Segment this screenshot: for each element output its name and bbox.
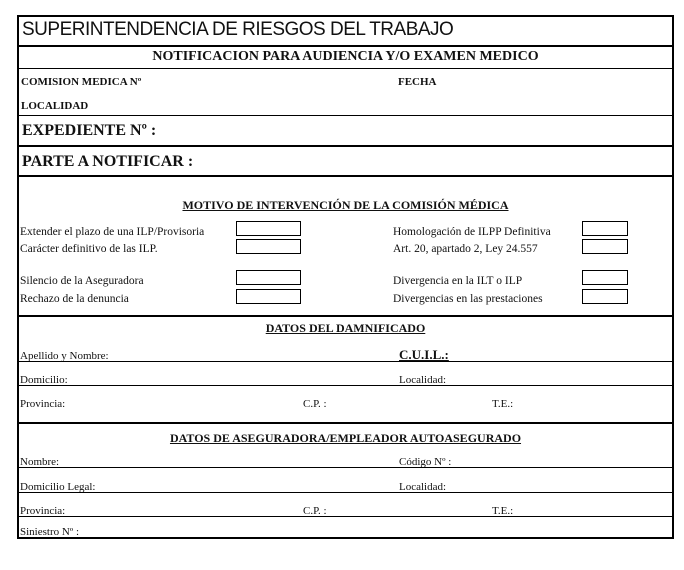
domicilio-legal-label: Domicilio Legal:	[20, 481, 96, 493]
parte-row	[19, 147, 672, 177]
motivo-title: MOTIVO DE INTERVENCIÓN DE LA COMISIÓN MÉDICA	[182, 198, 509, 212]
option-rechazo-denuncia: Rechazo de la denuncia	[20, 293, 129, 305]
form-subtitle: NOTIFICACION PARA AUDIENCIA Y/O EXAMEN MEDICO	[152, 49, 539, 64]
parte-label: PARTE A NOTIFICAR :	[22, 153, 194, 170]
localidad-label: LOCALIDAD	[21, 100, 89, 112]
expediente-row	[19, 116, 672, 147]
option-silencio-aseguradora: Silencio de la Aseguradora	[20, 275, 144, 287]
nombre-line[interactable]	[19, 467, 672, 468]
aseg-cp-label: C.P. :	[303, 505, 327, 517]
notification-form	[17, 15, 674, 539]
fecha-label: FECHA	[398, 76, 437, 88]
checkbox-divergencia-ilt[interactable]	[582, 270, 628, 285]
provincia-label: Provincia:	[20, 398, 66, 410]
option-extender-plazo: Extender el plazo de una ILP/Provisoria	[20, 226, 205, 238]
checkbox-silencio-aseguradora[interactable]	[236, 270, 301, 285]
option-divergencia-ilt: Divergencia en la ILT o ILP	[393, 275, 523, 287]
checkbox-divergencias-prestaciones[interactable]	[582, 289, 628, 304]
expediente-label: EXPEDIENTE Nº :	[22, 122, 157, 139]
form-title: SUPERINTENDENCIA DE RIESGOS DEL TRABAJO	[22, 19, 454, 40]
siniestro-label: Siniestro Nº :	[20, 526, 80, 538]
form-subtitle-row	[19, 47, 672, 69]
checkbox-extender-plazo[interactable]	[236, 221, 301, 236]
aseg-localidad-label: Localidad:	[399, 481, 447, 493]
damnificado-title: DATOS DEL DAMNIFICADO	[265, 321, 426, 335]
apellido-line[interactable]	[19, 361, 672, 362]
localidad-field-label: Localidad:	[399, 374, 447, 386]
option-caracter-definitivo: Carácter definitivo de las ILP.	[20, 243, 158, 255]
checkbox-art-20[interactable]	[582, 239, 628, 254]
domicilio-legal-line[interactable]	[19, 492, 672, 493]
option-homologacion: Homologación de ILPP Definitiva	[393, 226, 551, 238]
domicilio-label: Domicilio:	[20, 374, 68, 386]
domicilio-line[interactable]	[19, 385, 672, 386]
checkbox-caracter-definitivo[interactable]	[236, 239, 301, 254]
damnificado-section	[19, 317, 672, 424]
comision-label: COMISION MEDICA Nº	[21, 76, 142, 88]
checkbox-rechazo-denuncia[interactable]	[236, 289, 301, 304]
option-divergencias-prestaciones: Divergencias en las prestaciones	[393, 293, 543, 305]
aseguradora-title: DATOS DE ASEGURADORA/EMPLEADOR AUTOASEGURADO	[169, 431, 522, 445]
aseg-te-label: T.E.:	[492, 505, 514, 517]
commission-section	[19, 69, 672, 116]
nombre-label: Nombre:	[20, 456, 60, 468]
aseguradora-section	[19, 424, 672, 541]
codigo-label: Código Nº :	[399, 456, 452, 468]
provincia-line[interactable]	[19, 516, 672, 517]
option-art-20: Art. 20, apartado 2, Ley 24.557	[393, 243, 538, 255]
cp-label: C.P. :	[303, 398, 327, 410]
checkbox-homologacion[interactable]	[582, 221, 628, 236]
cuil-label: C.U.I.L.:	[399, 347, 449, 362]
form-header	[19, 17, 672, 47]
te-label: T.E.:	[492, 398, 514, 410]
motivo-section	[19, 177, 672, 317]
apellido-nombre-label: Apellido y Nombre:	[20, 350, 109, 362]
aseg-provincia-label: Provincia:	[20, 505, 66, 517]
